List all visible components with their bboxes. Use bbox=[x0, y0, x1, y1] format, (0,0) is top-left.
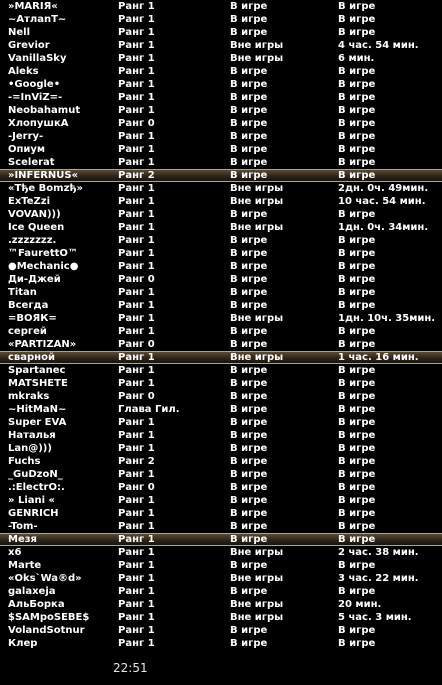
member-status: В игре bbox=[230, 443, 268, 454]
member-row[interactable] bbox=[0, 624, 442, 637]
member-last-online: В игре bbox=[338, 27, 376, 38]
member-last-online: 2 час. 38 мин. bbox=[338, 547, 419, 558]
member-status: В игре bbox=[230, 495, 268, 506]
member-status: В игре bbox=[230, 326, 268, 337]
member-name: «Oks`Wa®d» bbox=[8, 573, 82, 584]
member-last-online: В игре bbox=[338, 560, 376, 571]
member-name: -Tom- bbox=[8, 521, 38, 532]
member-name: »INFERNUS« bbox=[8, 170, 79, 181]
member-name: Neobahamut bbox=[8, 105, 81, 116]
member-rank: Ранг 1 bbox=[118, 495, 155, 506]
member-rank: Ранг 1 bbox=[118, 573, 155, 584]
member-rank: Ранг 1 bbox=[118, 27, 155, 38]
member-last-online: В игре bbox=[338, 417, 376, 428]
member-row[interactable] bbox=[0, 390, 442, 403]
member-last-online: В игре bbox=[338, 118, 376, 129]
member-last-online: В игре bbox=[338, 79, 376, 90]
member-rank: Ранг 0 bbox=[118, 274, 155, 285]
member-row[interactable] bbox=[0, 299, 442, 312]
member-last-online: В игре bbox=[338, 261, 376, 272]
member-row[interactable] bbox=[0, 117, 442, 130]
member-rank: Ранг 0 bbox=[118, 118, 155, 129]
member-last-online: В игре bbox=[338, 300, 376, 311]
member-row[interactable] bbox=[0, 234, 442, 247]
member-status: В игре bbox=[230, 339, 268, 350]
member-status: Вне игры bbox=[230, 599, 284, 610]
member-rank: Ранг 1 bbox=[118, 534, 155, 545]
member-status: В игре bbox=[230, 521, 268, 532]
member-last-online: 1 час. 16 мин. bbox=[338, 352, 419, 363]
member-row[interactable] bbox=[0, 338, 442, 351]
member-name: »MARIЯ« bbox=[8, 1, 58, 12]
member-row[interactable] bbox=[0, 104, 442, 117]
member-last-online: В игре bbox=[338, 66, 376, 77]
member-last-online: В игре bbox=[338, 638, 376, 649]
member-row[interactable] bbox=[0, 0, 442, 13]
member-rank: Ранг 1 bbox=[118, 560, 155, 571]
member-status: Вне игры bbox=[230, 196, 284, 207]
member-status: В игре bbox=[230, 209, 268, 220]
member-status: В игре bbox=[230, 170, 268, 181]
member-last-online: В игре bbox=[338, 170, 376, 181]
member-last-online: В игре bbox=[338, 586, 376, 597]
member-last-online: 1дн. 0ч. 34мин. bbox=[338, 222, 429, 233]
member-last-online: В игре bbox=[338, 625, 376, 636]
member-rank: Ранг 0 bbox=[118, 339, 155, 350]
member-rank: Ранг 1 bbox=[118, 209, 155, 220]
member-rank: Ранг 1 bbox=[118, 300, 155, 311]
member-row[interactable] bbox=[0, 546, 442, 559]
member-status: В игре bbox=[230, 586, 268, 597]
member-row[interactable] bbox=[0, 364, 442, 377]
member-status: Вне игры bbox=[230, 222, 284, 233]
member-row[interactable] bbox=[0, 143, 442, 156]
member-last-online: В игре bbox=[338, 131, 376, 142]
member-row[interactable] bbox=[0, 221, 442, 234]
member-status: В игре bbox=[230, 14, 268, 25]
member-status: В игре bbox=[230, 300, 268, 311]
member-last-online: В игре bbox=[338, 339, 376, 350]
member-rank: Ранг 0 bbox=[118, 482, 155, 493]
member-status: Вне игры bbox=[230, 40, 284, 51]
clock: 22:51 bbox=[113, 661, 148, 675]
member-row[interactable] bbox=[0, 468, 442, 481]
member-row[interactable] bbox=[0, 416, 442, 429]
member-name: $SAMpoSEBE$ bbox=[8, 612, 90, 623]
member-rank: Ранг 1 bbox=[118, 157, 155, 168]
member-status: В игре bbox=[230, 118, 268, 129]
member-status: В игре bbox=[230, 534, 268, 545]
member-name: GENRICH bbox=[8, 508, 59, 519]
member-last-online: 1дн. 10ч. 35мин. bbox=[338, 313, 436, 324]
member-rank: Ранг 1 bbox=[118, 79, 155, 90]
member-status: В игре bbox=[230, 92, 268, 103]
member-last-online: 4 час. 54 мин. bbox=[338, 40, 419, 51]
member-last-online: В игре bbox=[338, 430, 376, 441]
member-rank: Ранг 1 bbox=[118, 547, 155, 558]
member-status: В игре bbox=[230, 66, 268, 77]
member-rank: Ранг 0 bbox=[118, 391, 155, 402]
member-rank: Ранг 2 bbox=[118, 170, 155, 181]
member-name: «PARTIZAN» bbox=[8, 339, 77, 350]
member-status: В игре bbox=[230, 79, 268, 90]
member-last-online: В игре bbox=[338, 391, 376, 402]
member-row[interactable] bbox=[0, 572, 442, 585]
member-status: Вне игры bbox=[230, 352, 284, 363]
member-rank: Глава Гил. bbox=[118, 404, 180, 415]
member-name: x6 bbox=[8, 547, 22, 558]
member-name: _GuDzoN_ bbox=[8, 469, 63, 480]
member-row[interactable] bbox=[0, 559, 442, 572]
member-row[interactable] bbox=[0, 442, 442, 455]
member-name: ХлопушкА bbox=[8, 118, 69, 129]
member-status: Вне игры bbox=[230, 547, 284, 558]
member-row[interactable] bbox=[0, 91, 442, 104]
member-rank: Ранг 1 bbox=[118, 469, 155, 480]
member-name: Scelerat bbox=[8, 157, 55, 168]
member-last-online: В игре bbox=[338, 274, 376, 285]
member-rank: Ранг 1 bbox=[118, 612, 155, 623]
member-last-online: В игре bbox=[338, 495, 376, 506]
member-status: В игре bbox=[230, 261, 268, 272]
member-row[interactable] bbox=[0, 403, 442, 416]
member-rank: Ранг 1 bbox=[118, 105, 155, 116]
member-rank: Ранг 1 bbox=[118, 196, 155, 207]
member-name: ●Mechanic● bbox=[8, 261, 79, 272]
member-name: VOVAN))) bbox=[8, 209, 61, 220]
member-row[interactable] bbox=[0, 273, 442, 286]
member-name: Наталья bbox=[8, 430, 56, 441]
member-status: В игре bbox=[230, 27, 268, 38]
member-status: Вне игры bbox=[230, 53, 284, 64]
member-rank: Ранг 1 bbox=[118, 222, 155, 233]
member-last-online: В игре bbox=[338, 404, 376, 415]
member-name: .zzzzzzz. bbox=[8, 235, 57, 246]
member-name: Клер bbox=[8, 638, 38, 649]
member-name: Lan@))) bbox=[8, 443, 52, 454]
member-status: В игре bbox=[230, 378, 268, 389]
member-rank: Ранг 1 bbox=[118, 521, 155, 532]
member-name: VanillaSky bbox=[8, 53, 67, 64]
member-last-online: 10 час. 54 мин. bbox=[338, 196, 426, 207]
member-rank: Ранг 1 bbox=[118, 625, 155, 636]
member-rank: Ранг 1 bbox=[118, 508, 155, 519]
member-name: Ice Queen bbox=[8, 222, 65, 233]
member-rank: Ранг 1 bbox=[118, 53, 155, 64]
member-rank: Ранг 1 bbox=[118, 378, 155, 389]
member-status: В игре bbox=[230, 404, 268, 415]
member-name: Grevior bbox=[8, 40, 50, 51]
member-rank: Ранг 1 bbox=[118, 248, 155, 259]
member-rank: Ранг 1 bbox=[118, 313, 155, 324]
member-name: MATSHETE bbox=[8, 378, 68, 389]
member-status: Вне игры bbox=[230, 183, 284, 194]
member-name: сергей bbox=[8, 326, 47, 337]
member-status: В игре bbox=[230, 105, 268, 116]
member-last-online: В игре bbox=[338, 326, 376, 337]
member-last-online: В игре bbox=[338, 1, 376, 12]
member-rank: Ранг 1 bbox=[118, 417, 155, 428]
member-name: VolandSotnur bbox=[8, 625, 85, 636]
member-name: » Liani « bbox=[8, 495, 55, 506]
member-last-online: 5 час. 3 мин. bbox=[338, 612, 412, 623]
member-name: «Tђe Bomzђ» bbox=[8, 183, 84, 194]
member-last-online: 2дн. 0ч. 49мин. bbox=[338, 183, 429, 194]
member-name: Aleks bbox=[8, 66, 39, 77]
member-last-online: 6 мин. bbox=[338, 53, 375, 64]
member-name: galaxeja bbox=[8, 586, 56, 597]
member-rank: Ранг 1 bbox=[118, 92, 155, 103]
member-last-online: В игре bbox=[338, 92, 376, 103]
member-row[interactable] bbox=[0, 637, 442, 650]
member-row-selected[interactable] bbox=[0, 169, 442, 182]
member-name: Spartanec bbox=[8, 365, 66, 376]
member-rank: Ранг 1 bbox=[118, 443, 155, 454]
member-row[interactable] bbox=[0, 182, 442, 195]
member-last-online: В игре bbox=[338, 209, 376, 220]
member-last-online: В игре bbox=[338, 287, 376, 298]
member-row-selected[interactable] bbox=[0, 351, 442, 364]
member-last-online: В игре bbox=[338, 456, 376, 467]
member-row[interactable] bbox=[0, 455, 442, 468]
member-name: •Google• bbox=[8, 79, 61, 90]
member-rank: Ранг 1 bbox=[118, 40, 155, 51]
member-status: В игре bbox=[230, 248, 268, 259]
member-row[interactable] bbox=[0, 247, 442, 260]
member-rank: Ранг 1 bbox=[118, 144, 155, 155]
member-status: В игре bbox=[230, 391, 268, 402]
member-status: В игре bbox=[230, 625, 268, 636]
member-rank: Ранг 1 bbox=[118, 326, 155, 337]
member-status: Вне игры bbox=[230, 573, 284, 584]
member-row[interactable] bbox=[0, 507, 442, 520]
member-row[interactable] bbox=[0, 208, 442, 221]
member-rank: Ранг 1 bbox=[118, 14, 155, 25]
member-name: Super EVA bbox=[8, 417, 67, 428]
member-last-online: В игре bbox=[338, 443, 376, 454]
member-name: Ди-Джей bbox=[8, 274, 61, 285]
member-name: Мезя bbox=[8, 534, 37, 545]
member-rank: Ранг 1 bbox=[118, 183, 155, 194]
member-row[interactable] bbox=[0, 130, 442, 143]
member-last-online: В игре bbox=[338, 365, 376, 376]
member-row[interactable] bbox=[0, 13, 442, 26]
member-name: -Jerry- bbox=[8, 131, 44, 142]
member-last-online: В игре bbox=[338, 508, 376, 519]
member-rank: Ранг 1 bbox=[118, 235, 155, 246]
member-last-online: В игре bbox=[338, 144, 376, 155]
member-row[interactable] bbox=[0, 312, 442, 325]
member-name: ExTeZzi bbox=[8, 196, 51, 207]
member-rank: Ранг 1 bbox=[118, 599, 155, 610]
member-name: mkraks bbox=[8, 391, 50, 402]
member-status: В игре bbox=[230, 1, 268, 12]
member-row[interactable] bbox=[0, 156, 442, 169]
member-status: В игре bbox=[230, 469, 268, 480]
member-row[interactable] bbox=[0, 286, 442, 299]
member-status: В игре bbox=[230, 144, 268, 155]
member-status: В игре bbox=[230, 274, 268, 285]
member-rank: Ранг 1 bbox=[118, 1, 155, 12]
member-last-online: 20 мин. bbox=[338, 599, 382, 610]
member-status: В игре bbox=[230, 287, 268, 298]
member-name: .:ElectrO:. bbox=[8, 482, 65, 493]
member-name: Fuchs bbox=[8, 456, 41, 467]
member-last-online: В игре bbox=[338, 378, 376, 389]
member-last-online: 3 час. 22 мин. bbox=[338, 573, 419, 584]
status-bar bbox=[0, 657, 442, 685]
member-row[interactable] bbox=[0, 260, 442, 273]
member-last-online: В игре bbox=[338, 14, 376, 25]
member-last-online: В игре bbox=[338, 105, 376, 116]
member-name: -=InViZ=- bbox=[8, 92, 63, 103]
member-status: В игре bbox=[230, 638, 268, 649]
member-last-online: В игре bbox=[338, 521, 376, 532]
member-row[interactable] bbox=[0, 39, 442, 52]
member-rank: Ранг 2 bbox=[118, 456, 155, 467]
member-row[interactable] bbox=[0, 52, 442, 65]
member-row[interactable] bbox=[0, 520, 442, 533]
member-name: ~АтлanТ~ bbox=[8, 14, 67, 25]
member-name: Опиум bbox=[8, 144, 46, 155]
member-name: Marte bbox=[8, 560, 42, 571]
member-rank: Ранг 1 bbox=[118, 66, 155, 77]
member-row[interactable] bbox=[0, 65, 442, 78]
member-last-online: В игре bbox=[338, 534, 376, 545]
member-status: В игре bbox=[230, 482, 268, 493]
member-last-online: В игре bbox=[338, 248, 376, 259]
member-status: В игре bbox=[230, 456, 268, 467]
member-name: Всегда bbox=[8, 300, 49, 311]
member-status: В игре bbox=[230, 417, 268, 428]
member-rank: Ранг 1 bbox=[118, 261, 155, 272]
member-row-selected[interactable] bbox=[0, 533, 442, 546]
member-row[interactable] bbox=[0, 598, 442, 611]
member-status: В игре bbox=[230, 131, 268, 142]
member-name: сварной bbox=[8, 352, 55, 363]
member-rank: Ранг 1 bbox=[118, 352, 155, 363]
member-row[interactable] bbox=[0, 481, 442, 494]
member-name: ™FaurettO™ bbox=[8, 248, 78, 259]
member-rank: Ранг 1 bbox=[118, 430, 155, 441]
member-status: В игре bbox=[230, 365, 268, 376]
member-rank: Ранг 1 bbox=[118, 131, 155, 142]
member-row[interactable] bbox=[0, 26, 442, 39]
member-name: Titan bbox=[8, 287, 37, 298]
member-last-online: В игре bbox=[338, 157, 376, 168]
member-row[interactable] bbox=[0, 195, 442, 208]
member-status: В игре bbox=[230, 157, 268, 168]
member-last-online: В игре bbox=[338, 469, 376, 480]
member-name: ~HitMaN~ bbox=[8, 404, 67, 415]
member-row[interactable] bbox=[0, 429, 442, 442]
member-row[interactable] bbox=[0, 611, 442, 624]
member-last-online: В игре bbox=[338, 235, 376, 246]
member-name: Nell bbox=[8, 27, 31, 38]
member-row[interactable] bbox=[0, 325, 442, 338]
member-status: В игре bbox=[230, 508, 268, 519]
member-row[interactable] bbox=[0, 78, 442, 91]
member-row[interactable] bbox=[0, 377, 442, 390]
member-last-online: В игре bbox=[338, 482, 376, 493]
member-row[interactable] bbox=[0, 585, 442, 598]
member-rank: Ранг 1 bbox=[118, 365, 155, 376]
member-rank: Ранг 1 bbox=[118, 638, 155, 649]
member-status: Вне игры bbox=[230, 313, 284, 324]
member-name: =ВОЯК= bbox=[8, 313, 57, 324]
member-name: АльБорка bbox=[8, 599, 65, 610]
member-status: В игре bbox=[230, 560, 268, 571]
member-row[interactable] bbox=[0, 494, 442, 507]
member-rank: Ранг 1 bbox=[118, 287, 155, 298]
member-status: Вне игры bbox=[230, 612, 284, 623]
member-status: В игре bbox=[230, 235, 268, 246]
member-status: В игре bbox=[230, 430, 268, 441]
member-rank: Ранг 1 bbox=[118, 586, 155, 597]
